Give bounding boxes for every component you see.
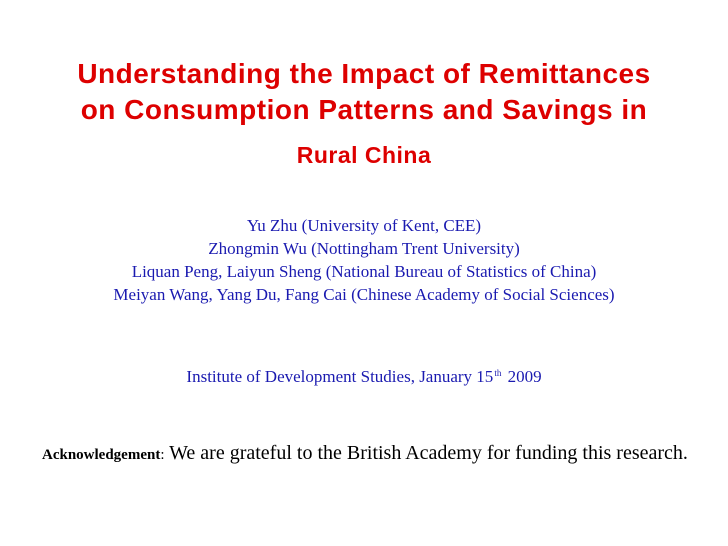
author-line: Meiyan Wang, Yang Du, Fang Cai (Chinese Academy of Social Sciences) — [113, 285, 615, 304]
acknowledgement — [42, 439, 702, 470]
venue-year: 2009 — [507, 367, 542, 386]
acknowledgement-text: We are grateful to the British Academy for funding this research. — [164, 442, 688, 464]
ordinal-suffix: th — [494, 368, 502, 378]
acknowledgement-colon: : — [160, 447, 165, 463]
author-line: Liquan Peng, Laiyun Sheng (National Bureau of Statistics of China) — [131, 262, 597, 281]
venue-text: Institute of Development Studies, January 15 — [186, 367, 494, 386]
title-line-1: Understanding the Impact of Remittances — [77, 58, 651, 89]
author-line: Zhongmin Wu (Nottingham Trent University) — [208, 239, 520, 258]
title-line-2: on Consumption Patterns and Savings in — [80, 94, 648, 125]
title-line-3: Rural China — [296, 142, 432, 168]
author-list — [0, 214, 728, 306]
slide-title — [0, 56, 728, 170]
venue-date — [0, 366, 728, 388]
author-line: Yu Zhu (University of Kent, CEE) — [246, 216, 482, 235]
acknowledgement-label: Acknowledgement — [42, 447, 161, 463]
